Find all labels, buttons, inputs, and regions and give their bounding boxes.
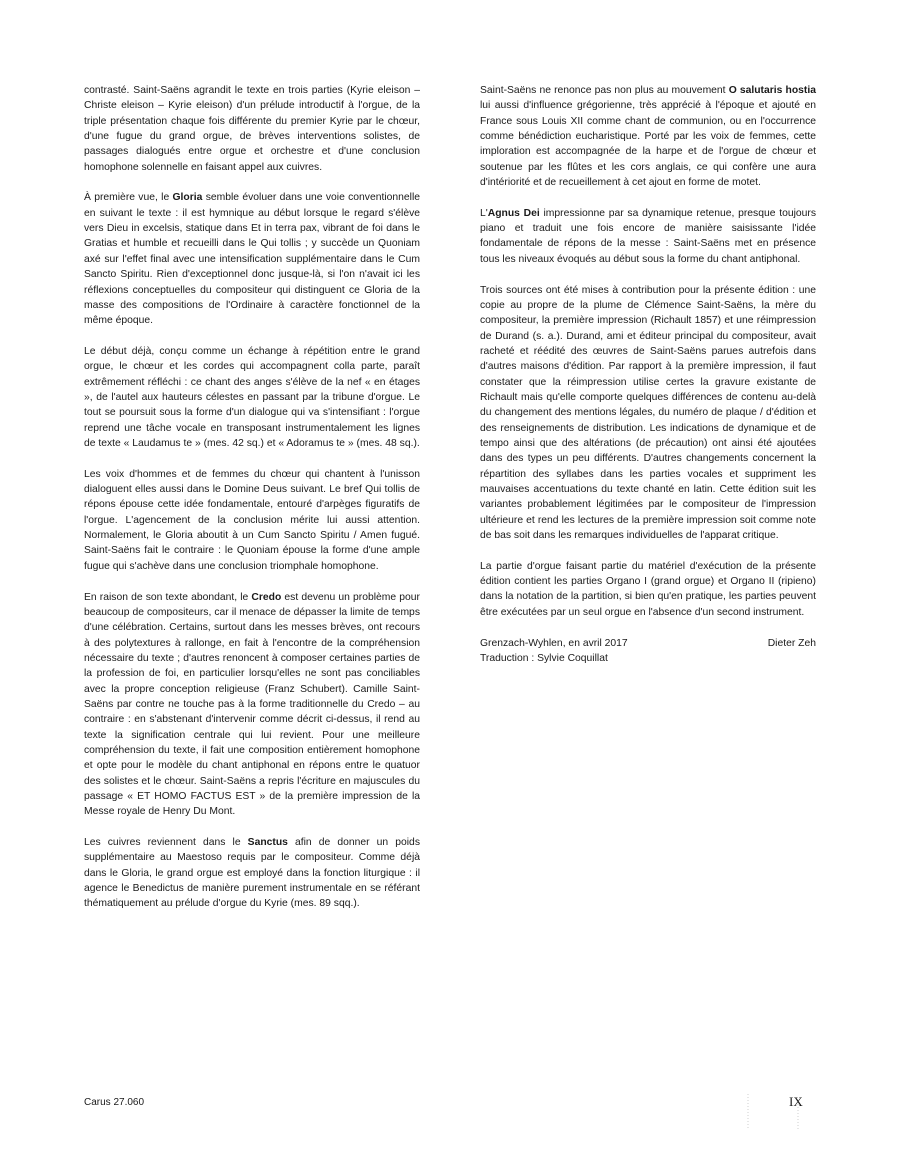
page-number: IX (789, 1094, 803, 1109)
gloria-opening-paragraph: Le début déjà, conçu comme un échange à répétition entre le grand orgue, le chœur et les cordes qui accompagnent colla parte, paraît extrêmement réfléchi : ce chant des anges s'élève de la nef « en étages », de l'autel aux hauteurs célestes en passant par la tribune d'orgue. Le tout se poursuit sous la forme d'un dialogue qui va s'intensifiant : l'orgue reprend une tâche vocale en transposant instrumentalement les lignes de texte « Laudamus te » (mes. 42 sq.) et « Adoramus te » (mes. 48 sq.). (84, 345, 420, 449)
author-name: Dieter Zeh (767, 637, 816, 649)
catalog-number: Carus 27.060 (84, 1097, 145, 1108)
right-column (480, 83, 816, 666)
kyrie-paragraph: contrasté. Saint-Saëns agrandit le texte en trois parties (Kyrie eleison – Christe eleison – Kyrie eleison) d'un prélude introductif à l'orgue, de la triple présentation chaque fois différente du premier Kyrie par le chœur, d'une fugue du grand orgue, de brèves interventions solistes, de passages dialogués entre orgue et orchestre et d'une conclusion homophone solennelle en faisant appel aux cuivres. (84, 85, 420, 173)
organ-part-paragraph: La partie d'orgue faisant partie du matériel d'exécution de la présente édition contient les parties Organo I (grand orgue) et Organo II (ripieno) dans la notation de la partition, si bien qu'en pratique, les parties peuvent être exécutées par un seul orgue en l'absence d'un second instrument. (480, 560, 816, 618)
credo-paragraph: En raison de son texte abondant, le Credo est devenu un problème pour beaucoup de compositeurs, car il menace de dépasser la limite de temps d'une célébration. Certains, surtout dans les messes brèves, ont recours à des polytextures à rallonge, en fait à l'encontre de la compréhension nécessaire du texte ; d'autres renoncent à composer certaines parties de la profession de foi, en particulier lorsqu'elles ne sont pas conciliables avec la propre conception religieuse (Franz Schubert). Camille Saint-Saëns par contre ne touche pas à la forme traditionnelle du Credo – au contraire : en s'abstenant d'intervenir comme décrit ci-dessus, il rend au texte la signification centrale qui lui revient. Pour une meilleure compréhension du texte, il fait une composition entièrement homophone et opte pour le modèle du chant antiphonal en répons entre le quatuor des solistes et le chœur. Saint-Saëns a repris l'écriture en majuscules du passage « ET HOMO FACTUS EST » de la première impression de la Messe royale de Henry Du Mont. (84, 591, 420, 818)
left-column (84, 83, 420, 927)
sources-paragraph: Trois sources ont été mises à contribution pour la présente édition : une copie au propre de la plume de Clémence Saint-Saëns, la mère du compositeur, la première impression (Richault 1857) et une réimpression de Durand (s. a.). Durand, ami et éditeur principal du compositeur, avait racheté et réédité des œuvres de Saint-Saëns parues autrefois dans d'autres maisons d'édition. Par rapport à la première impression, il faut constater que la réimpression utilise certes la gravure existante de Richault mais qu'elle comporte quelques différences de contenu au-delà du changement des mentions légales, du numéro de plaque / d'édition et des renseignements de distribution. Les indications de dynamique et de tempo ainsi que des altérations (de précaution) ont ainsi été ajoutées dans des types un peu différents. D'autres changements concernent la répartition des syllabes dans les parties vocales et suppriment les mauvaises accentuations du texte chanté en latin. Cette édition suit les variantes probablement légitimées par le compositeur de l'impression ultérieure et rend les lectures de la première impression soit comme note de bas soit dans les remarques individuelles de l'apparat critique. (480, 284, 816, 542)
credo-heading: Credo (251, 591, 282, 603)
translation-credit: Traduction : Sylvie Coquillat (480, 652, 608, 664)
o-salutaris-heading: O salutaris hostia (728, 85, 816, 96)
crop-marks-decoration (742, 1090, 802, 1130)
sanctus-heading: Sanctus (247, 837, 288, 849)
signature-line (480, 636, 816, 651)
o-salutaris-paragraph: Saint-Saëns ne renonce pas non plus au mouvement O salutaris hostia lui aussi d'influence grégorienne, très apprécié à l'époque et ajouté en France sous Louis XII comme chant de communion, ou en l'occurrence comme bénédiction eucharistique. Porté par les voix de femmes, cette imploration est accompagnée de la harpe et de l'orgue de chœur et soutenue par les flûtes et les cors anglais, ce qui confère une aura d'intériorité et de recueillement à cet ajout en forme de motet. (480, 85, 816, 189)
gloria-paragraph: À première vue, le Gloria semble évoluer dans une voie conventionnelle en suivant le texte : il est hymnique au début lorsque le regard s'élève vers Dieu in excelsis, statique dans Et in terra pax, vibrant de foi dans le Gratias et humble et recueilli dans le Qui tollis ; y succède un Quoniam axé sur l'effet final avec une intensification supplémentaire dans le Cum Sancto Spiritu. Rien d'exceptionnel donc jusque-là, si l'on n'avait ici les réflexions conceptuelles du compositeur qui distinguent ce Gloria de la masse des compositions de l'Ordinaire à caractère fonctionnel de la même époque. (84, 192, 421, 327)
agnus-dei-paragraph: L'Agnus Dei impressionne par sa dynamique retenue, presque toujours piano et traduit une fois encore de manière saisissante l'idée fondamentale de répons de la messe : Saint-Saëns met en présence tous les niveaux évoqués au début sous la forme du chant antiphonal. (480, 207, 816, 265)
place-date: Grenzach-Wyhlen, en avril 2017 (480, 637, 628, 649)
sanctus-paragraph: Les cuivres reviennent dans le Sanctus afin de donner un poids supplémentaire au Maestoso requis par le compositeur. Comme déjà dans le Gloria, le grand orgue est employé dans la fonction liturgique : il agence le Benedictus de manière purement instrumentale en se référant thématiquement au prélude d'orgue du Kyrie (mes. 89 sqq.). (84, 837, 420, 910)
gloria-conclusion-paragraph: Les voix d'hommes et de femmes du chœur qui chantent à l'unisson dialoguent elles aussi dans le Domine Deus suivant. Le bref Qui tollis de répons épouse cette idée fondamentale, entouré d'arpèges figuratifs de l'orgue. L'agencement de la conclusion mérite lui aussi attention. Normalement, le Gloria aboutit à un Cum Sancto Spiritu / Amen fugué. Saint-Saëns fait le contraire : le Quoniam épouse la forme d'une ample fugue qui s'achève dans une conclusion triomphale homophone. (84, 468, 420, 572)
agnus-dei-heading: Agnus Dei (487, 207, 540, 219)
gloria-heading: Gloria (172, 192, 203, 204)
